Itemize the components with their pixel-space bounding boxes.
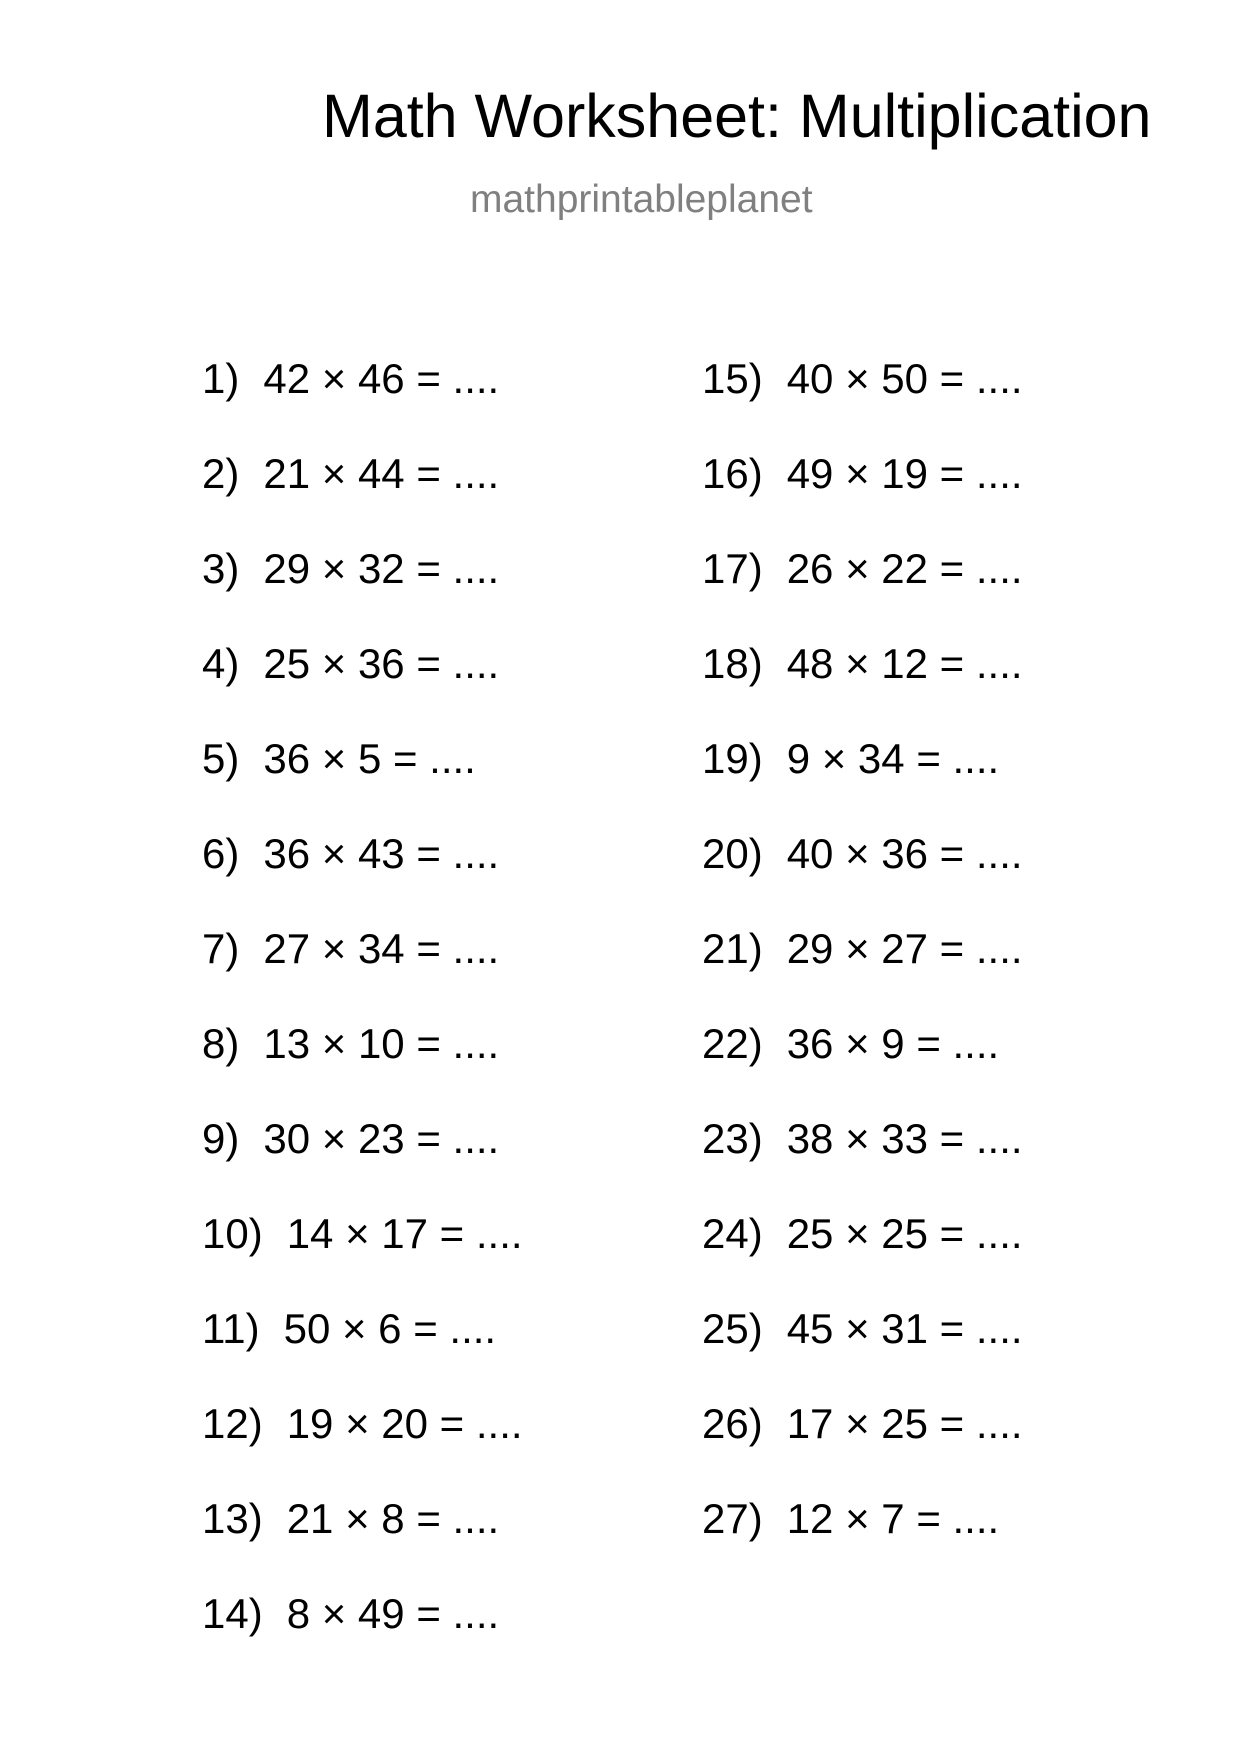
problem-expression: 8 × 49 = .... — [286, 1590, 500, 1637]
problem-number: 7) — [202, 925, 240, 972]
problem-expression: 29 × 27 = .... — [786, 925, 1023, 972]
problem-number: 10) — [202, 1210, 263, 1257]
problem-expression: 26 × 22 = .... — [786, 545, 1023, 592]
problem-number: 26) — [702, 1400, 763, 1447]
problem-number: 17) — [702, 545, 763, 592]
problem-item — [702, 1305, 1023, 1352]
problem-item — [202, 1020, 500, 1067]
problem-number: 15) — [702, 355, 763, 402]
problem-item — [202, 1400, 523, 1447]
problem-number: 24) — [702, 1210, 763, 1257]
problem-item — [702, 1115, 1023, 1162]
problem-number: 25) — [702, 1305, 763, 1352]
problem-item — [702, 545, 1023, 592]
problem-expression: 30 × 23 = .... — [263, 1115, 500, 1162]
problem-number: 6) — [202, 830, 240, 877]
problem-item — [702, 450, 1023, 497]
problem-item — [202, 830, 500, 877]
problem-item — [702, 640, 1023, 687]
problem-expression: 49 × 19 = .... — [786, 450, 1023, 497]
problem-number: 27) — [702, 1495, 763, 1542]
problem-expression: 25 × 25 = .... — [786, 1210, 1023, 1257]
problem-item — [202, 1115, 500, 1162]
problem-number: 11) — [202, 1305, 260, 1352]
problem-expression: 25 × 36 = .... — [263, 640, 500, 687]
problem-number: 14) — [202, 1590, 263, 1637]
problem-item — [202, 1305, 497, 1352]
problem-number: 8) — [202, 1020, 240, 1067]
problem-expression: 42 × 46 = .... — [263, 355, 500, 402]
problem-item — [702, 1495, 1000, 1542]
problem-expression: 38 × 33 = .... — [786, 1115, 1023, 1162]
problem-number: 20) — [702, 830, 763, 877]
problem-expression: 48 × 12 = .... — [786, 640, 1023, 687]
problem-expression: 27 × 34 = .... — [263, 925, 500, 972]
problem-number: 2) — [202, 450, 240, 497]
problem-item — [702, 355, 1023, 402]
problem-number: 4) — [202, 640, 240, 687]
problem-expression: 36 × 9 = .... — [786, 1020, 1000, 1067]
problem-item — [202, 1210, 523, 1257]
problem-item — [702, 1020, 1000, 1067]
problem-expression: 14 × 17 = .... — [286, 1210, 523, 1257]
problem-number: 19) — [702, 735, 763, 782]
problem-item — [702, 925, 1023, 972]
problem-expression: 45 × 31 = .... — [786, 1305, 1023, 1352]
problem-expression: 36 × 5 = .... — [263, 735, 476, 782]
problem-item — [202, 925, 500, 972]
site-name: mathprintableplanet — [470, 178, 813, 221]
problem-expression: 17 × 25 = .... — [786, 1400, 1023, 1447]
problem-number: 23) — [702, 1115, 763, 1162]
problem-item — [202, 1590, 500, 1637]
problem-number: 3) — [202, 545, 240, 592]
problem-expression: 21 × 8 = .... — [286, 1495, 500, 1542]
problem-item — [202, 355, 500, 402]
problem-expression: 50 × 6 = .... — [283, 1305, 497, 1352]
problem-expression: 21 × 44 = .... — [263, 450, 500, 497]
problem-number: 9) — [202, 1115, 240, 1162]
problem-expression: 36 × 43 = .... — [263, 830, 500, 877]
problem-number: 18) — [702, 640, 763, 687]
problem-item — [202, 545, 500, 592]
problem-number: 1) — [202, 355, 240, 402]
problem-expression: 19 × 20 = .... — [286, 1400, 523, 1447]
problem-item — [702, 735, 1000, 782]
problem-item — [702, 830, 1023, 877]
problem-number: 22) — [702, 1020, 763, 1067]
problem-number: 21) — [702, 925, 763, 972]
problem-number: 16) — [702, 450, 763, 497]
page-title: Math Worksheet: Multiplication — [322, 82, 1152, 150]
problem-item — [202, 735, 476, 782]
problem-expression: 29 × 32 = .... — [263, 545, 500, 592]
problem-expression: 9 × 34 = .... — [786, 735, 1000, 782]
problem-item — [202, 640, 500, 687]
problem-number: 12) — [202, 1400, 263, 1447]
problem-item — [202, 1495, 500, 1542]
problem-expression: 40 × 36 = .... — [786, 830, 1023, 877]
problem-item — [202, 450, 500, 497]
problem-item — [702, 1400, 1023, 1447]
problem-expression: 40 × 50 = .... — [786, 355, 1023, 402]
problem-expression: 12 × 7 = .... — [786, 1495, 1000, 1542]
problem-item — [702, 1210, 1023, 1257]
problem-number: 13) — [202, 1495, 263, 1542]
problem-expression: 13 × 10 = .... — [263, 1020, 500, 1067]
problem-number: 5) — [202, 735, 240, 782]
